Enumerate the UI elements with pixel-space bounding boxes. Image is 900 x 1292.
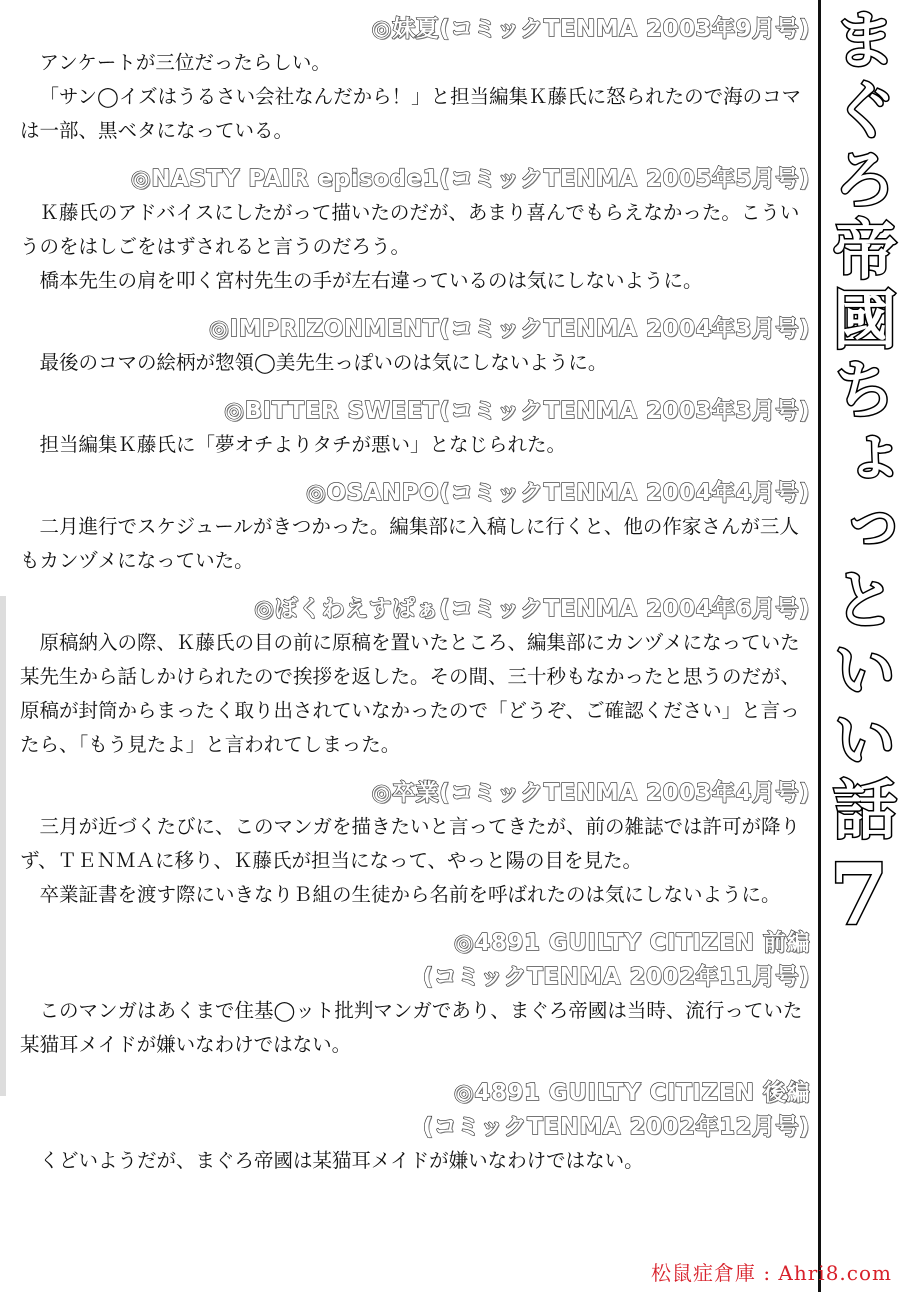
entry-paragraph: 最後のコマの絵柄が惣領◯美先生っぽいのは気にしないように。: [39, 351, 608, 374]
entry-heading: ◎妹夏(コミックTENMA 2003年9月号): [371, 16, 810, 42]
entry-body: [20, 510, 810, 578]
entry-body: [20, 1144, 810, 1178]
entry-paragraph: 原稿納入の際、Ｋ藤氏の目の前に原稿を置いたところ、編集部にカンヅメになっていた某先生から話しかけられたので挨拶を返した。その間、三十秒もなかったと思うのだが、原稿が封筒からまったく取り出されていなかったので「どうぞ、ご確認ください」と言ったら、「もう見たよ」と言われてしまった。: [20, 631, 801, 756]
entry-body: [20, 346, 810, 380]
entry-paragraph: このマンガはあくまで住基◯ット批判マンガであり、まぐろ帝國は当時、流行っていた某猫耳メイドが嫌いなわけではない。: [20, 999, 803, 1056]
left-edge-mark: [0, 596, 6, 1096]
entry-heading: ◎卒業(コミックTENMA 2003年4月号): [371, 780, 810, 806]
title-number: 7: [829, 845, 889, 944]
entry-heading: ◎4891 GUILTY CITIZEN 後編: [453, 1080, 810, 1106]
entry-paragraph: Ｋ藤氏のアドバイスにしたがって描いたのだが、あまり喜んでもらえなかった。こういうのをはしごをはずされると言うのだろう。: [20, 201, 800, 258]
note-entry: [20, 476, 810, 578]
note-entry: [20, 394, 810, 462]
note-entry: [20, 592, 810, 762]
note-entry: [20, 162, 810, 298]
entry-paragraph: 三月が近づくたびに、このマンガを描きたいと言ってきたが、前の雑誌では許可が降りず、ＴＥＮＭＡに移り、Ｋ藤氏が担当になって、やっと陽の目を見た。: [20, 815, 801, 872]
note-entry: [20, 776, 810, 912]
note-entry: [20, 1076, 810, 1178]
entry-body: [20, 46, 810, 148]
entry-paragraph: 橋本先生の肩を叩く宮村先生の手が左右違っているのは気にしないように。: [39, 269, 703, 292]
notes-column: [20, 12, 810, 1192]
entry-paragraph: 卒業証書を渡す際にいきなりＢ組の生徒から名前を呼ばれたのは気にしないように。: [39, 883, 781, 906]
vertical-title-block: [818, 6, 900, 1276]
vertical-title: まぐろ帝國ちょっといい話: [822, 6, 897, 846]
entry-body: [20, 810, 810, 912]
entry-body: [20, 626, 810, 762]
entry-paragraph: アンケートが三位だったらしい。: [39, 51, 331, 74]
entry-heading: ◎IMPRIZONMENT(コミックTENMA 2004年3月号): [208, 316, 810, 342]
entry-heading: ◎4891 GUILTY CITIZEN 前編: [453, 930, 810, 956]
entry-body: [20, 994, 810, 1062]
entry-paragraph: くどいようだが、まぐろ帝國は某猫耳メイドが嫌いなわけではない。: [39, 1149, 644, 1172]
note-entry: [20, 312, 810, 380]
entry-heading: ◎ぼくわえすぱぁ(コミックTENMA 2004年6月号): [254, 596, 810, 622]
entry-heading: ◎BITTER SWEET(コミックTENMA 2003年3月号): [224, 398, 810, 424]
entry-paragraph: 担当編集Ｋ藤氏に「夢オチよりタチが悪い」となじられた。: [39, 433, 567, 456]
entry-subheading: (コミックTENMA 2002年11月号): [422, 964, 810, 990]
watermark: 松鼠症倉庫 : Ahri8.com: [650, 1261, 892, 1285]
note-entry: [20, 12, 810, 148]
entry-paragraph: 二月進行でスケジュールがきつかった。編集部に入稿しに行くと、他の作家さんが三人もカンヅメになっていた。: [20, 515, 799, 572]
entry-body: [20, 196, 810, 298]
entry-paragraph: 「サン◯イズはうるさい会社なんだから！」と担当編集Ｋ藤氏に怒られたので海のコマは一部、黒ベタになっている。: [20, 85, 802, 142]
entry-heading: ◎NASTY PAIR episode1(コミックTENMA 2005年5月号): [130, 166, 810, 192]
entry-body: [20, 428, 810, 462]
note-entry: [20, 926, 810, 1062]
entry-subheading: (コミックTENMA 2002年12月号): [422, 1114, 810, 1140]
entry-heading: ◎OSANPO(コミックTENMA 2004年4月号): [305, 480, 810, 506]
